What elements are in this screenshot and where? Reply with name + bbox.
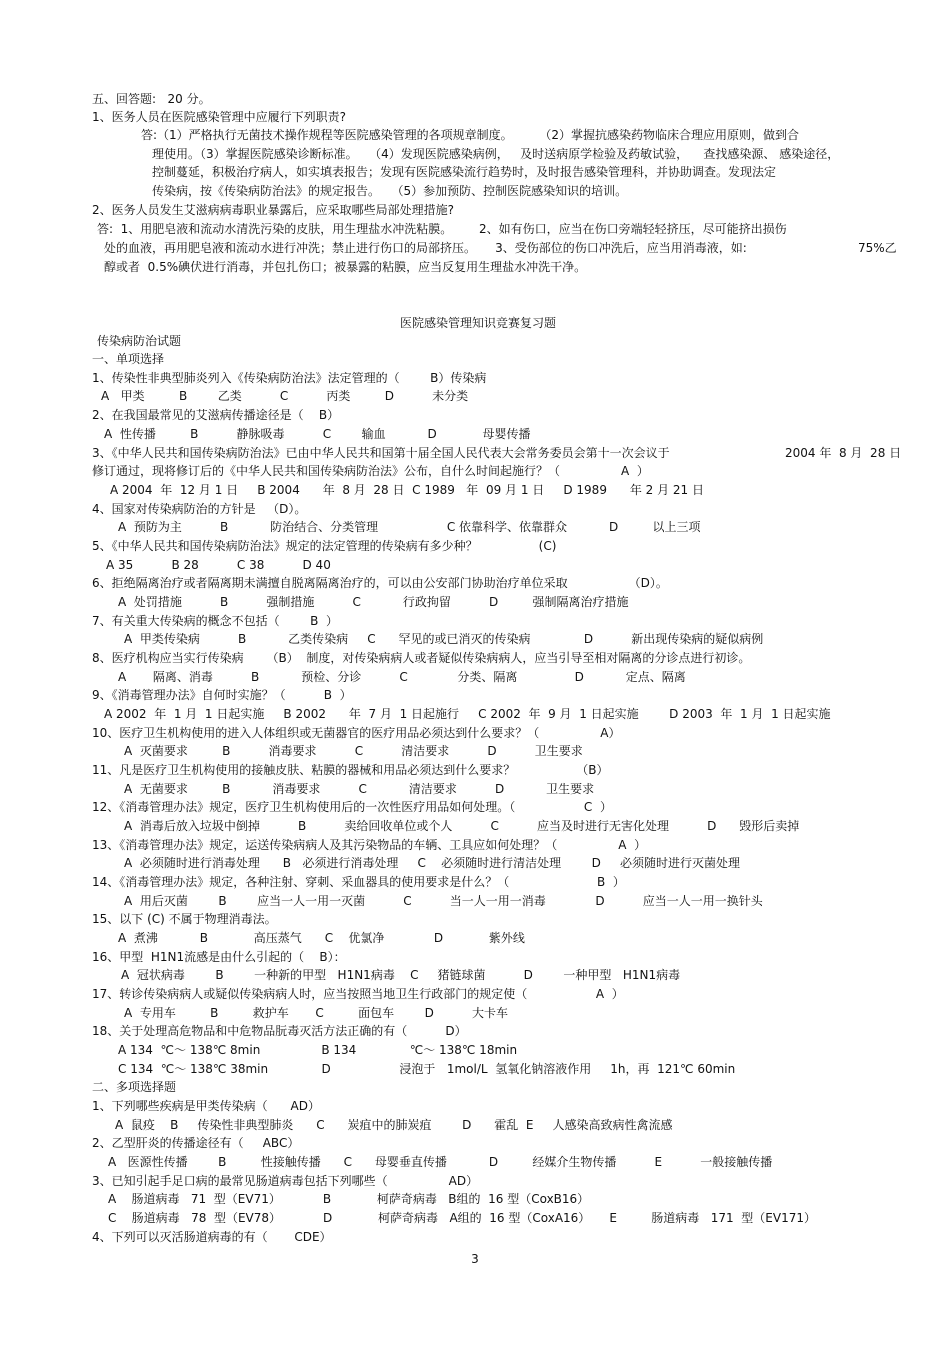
answer-text: 醇或者 0.5%碘伏进行消毒，并包扎伤口；被暴露的粘膜，应当反复用生理盐水冲洗干净。	[104, 260, 587, 274]
page-title: 医院感染管理知识竞赛复习题	[400, 316, 557, 330]
options-text: A 预防为主 B 防治结合、分类管理 C 依靠科学、依靠群众 D 以上三项	[118, 520, 701, 534]
options-text: A 煮沸 B 高压蒸气 C 优氯净 D 紫外线	[118, 931, 525, 945]
question-text: 1、传染性非典型肺炎列入《传染病防治法》法定管理的（ B）传染病	[92, 371, 487, 385]
options-text: A 肠道病毒 71 型（EV71） B 柯萨奇病毒 B组的 16 型（CoxB16）	[108, 1192, 590, 1206]
question-text: 2、乙型肝炎的传播途径有（ ABC）	[92, 1136, 300, 1150]
options-text: C 134 ℃～ 138℃ 38min D 浸泡于 1mol/L 氢氧化钠溶液作用 1h，再 121℃ 60min	[118, 1062, 736, 1076]
section-heading: 一、单项选择	[92, 352, 165, 366]
question-text: 8、医疗机构应当实行传染病 （B） 制度，对传染病病人或者疑似传染病病人，应当引导至相对隔离的分诊点进行初诊。	[92, 651, 751, 665]
options-text: A 专用车 B 救护车 C 面包车 D 大卡车	[124, 1006, 509, 1020]
options-text: A 冠状病毒 B 一种新的甲型 H1N1病毒 C 猪链球菌 D 一种甲型 H1N1病毒	[121, 968, 681, 982]
answer-text: 答:（1）严格执行无菌技术操作规程等医院感染管理的各项规章制度。 （2）掌握抗感染药物临床合理应用原则，做到合	[141, 128, 800, 142]
options-text: A 无菌要求 B 消毒要求 C 清洁要求 D 卫生要求	[124, 782, 595, 796]
section-heading: 五、回答题: 20 分。	[92, 92, 211, 106]
question-text: 10、医疗卫生机构使用的进入人体组织或无菌器官的医疗用品必须达到什么要求？（ A）	[92, 726, 621, 740]
question-text: 7、有关重大传染病的概念不包括（ B ）	[92, 614, 339, 628]
question-text: 4、国家对传染病防治的方针是 （D）。	[92, 502, 307, 516]
options-text: A 35 B 28 C 38 D 40	[106, 558, 331, 572]
answer-text: 理使用。（3）掌握医院感染诊断标准。 （4）发现医院感染病例， 及时送病原学检验及药敏试验， 查找感染源、 感染途径，	[152, 147, 840, 161]
question-text: 11、凡是医疗卫生机构使用的接触皮肤、粘膜的器械和用品必须达到什么要求？ （B）	[92, 763, 609, 777]
question-text: 13、《消毒管理办法》规定，运送传染病病人及其污染物品的车辆、工具应如何处理？（ A ）	[92, 838, 647, 852]
options-text: A 医源性传播 B 性接触传播 C 母婴垂直传播 D 经媒介生物传播 E 一般接触传播	[108, 1155, 773, 1169]
question-text: 9、《消毒管理办法》自何时实施？（ B ）	[92, 688, 352, 702]
question-text: 2、医务人员发生艾滋病病毒职业暴露后，应采取哪些局部处理措施?	[92, 203, 455, 217]
question-text: 2、在我国最常见的艾滋病传播途径是（ B）	[92, 408, 340, 422]
answer-text: 75%乙	[858, 241, 897, 255]
options-text: A 性传播 B 静脉吸毒 C 输血 D 母婴传播	[104, 427, 531, 441]
question-text: 修订通过，现将修订后的《中华人民共和国传染病防治法》公布，自什么时间起施行？（ A ）	[92, 464, 649, 478]
page-number: 3	[471, 1252, 479, 1266]
question-text: 18、关于处理高危物品和中危物品朊毒灭活方法正确的有（ D）	[92, 1024, 467, 1038]
options-text: A 134 ℃～ 138℃ 8min B 134 ℃～ 138℃ 18min	[118, 1043, 518, 1057]
options-text: A 2002 年 1 月 1 日起实施 B 2002 年 7 月 1 日起施行 C 2002 年 9 月 1 日起实施 D 2003 年 1 月 1 日起实施	[104, 707, 831, 721]
options-text: A 2004 年 12 月 1 日 B 2004 年 8 月 28 日 C 1989 年 09 月 1 日 D 1989 年 2 月 21 日	[110, 483, 705, 497]
question-text: 3、《中华人民共和国传染病防治法》已由中华人民共和国第十届全国人民代表大会常务委员会第十一次会议于	[92, 446, 670, 460]
subtitle: 传染病防治试题	[97, 334, 182, 348]
answer-text: 控制蔓延，积极治疗病人，如实填表报告；发现有医院感染流行趋势时，及时报告感染管理科，并协助调查。发现法定	[152, 165, 777, 179]
options-text: A 隔离、消毒 B 预检、分诊 C 分类、隔离 D 定点、隔离	[118, 670, 686, 684]
question-text: 1、医务人员在医院感染管理中应履行下列职责?	[92, 110, 347, 124]
options-text: A 灭菌要求 B 消毒要求 C 清洁要求 D 卫生要求	[124, 744, 583, 758]
options-text: A 处罚措施 B 强制措施 C 行政拘留 D 强制隔离治疗措施	[118, 595, 629, 609]
options-text: A 甲类 B 乙类 C 丙类 D 未分类	[101, 389, 469, 403]
question-text: 4、下列可以灭活肠道病毒的有（ CDE）	[92, 1230, 332, 1244]
question-text: 2004 年 8 月 28 日	[785, 446, 902, 460]
question-text: 14、《消毒管理办法》规定，各种注射、穿刺、采血器具的使用要求是什么？（ B ）	[92, 875, 625, 889]
question-text: 15、以下 (C) 不属于物理消毒法。	[92, 912, 277, 926]
question-text: 1、下列哪些疾病是甲类传染病（ AD）	[92, 1099, 320, 1113]
question-text: 6、拒绝隔离治疗或者隔离期未满擅自脱离隔离治疗的，可以由公安部门协助治疗单位采取 （D）。	[92, 576, 668, 590]
answer-text: 答: 1、用肥皂液和流动水清洗污染的皮肤，用生理盐水冲洗粘膜。 2、如有伤口，应当在伤口旁端轻轻挤压，尽可能挤出损伤	[97, 222, 787, 236]
section-heading: 二、多项选择题	[92, 1080, 177, 1094]
options-text: A 鼠疫 B 传染性非典型肺炎 C 炭疽中的肺炭疽 D 霍乱 E 人感染高致病性禽流感	[115, 1118, 673, 1132]
question-text: 17、转诊传染病病人或疑似传染病病人时，应当按照当地卫生行政部门的规定使（ A ）	[92, 987, 624, 1001]
answer-text: 传染病，按《传染病防治法》的规定报告。 （5）参加预防、控制医院感染知识的培训。	[152, 184, 628, 198]
question-text: 16、甲型 H1N1流感是由什么引起的（ B）：	[92, 950, 346, 964]
answer-text: 处的血液，再用肥皂液和流动水进行冲洗；禁止进行伤口的局部挤压。 3、受伤部位的伤口冲洗后，应当用消毒液，如:	[104, 241, 747, 255]
options-text: A 用后灭菌 B 应当一人一用一灭菌 C 当一人一用一消毒 D 应当一人一用一换针头	[124, 894, 763, 908]
options-text: A 甲类传染病 B 乙类传染病 C 罕见的或已消灭的传染病 D 新出现传染病的疑似病例	[124, 632, 764, 646]
question-text: 3、已知引起手足口病的最常见肠道病毒包括下列哪些（ AD）	[92, 1174, 479, 1188]
options-text: A 必须随时进行消毒处理 B 必须进行消毒处理 C 必须随时进行清洁处理 D 必须随时进行灭菌处理	[124, 856, 740, 870]
question-text: 5、《中华人民共和国传染病防治法》规定的法定管理的传染病有多少种？ (C)	[92, 539, 557, 553]
options-text: A 消毒后放入垃圾中倒掉 B 卖给回收单位或个人 C 应当及时进行无害化处理 D 毁形后卖掉	[124, 819, 800, 833]
options-text: C 肠道病毒 78 型（EV78） D 柯萨奇病毒 A组的 16 型（CoxA16） E 肠道病毒 171 型（EV171）	[108, 1211, 816, 1225]
question-text: 12、《消毒管理办法》规定，医疗卫生机构使用后的一次性医疗用品如何处理。（ C ）	[92, 800, 612, 814]
